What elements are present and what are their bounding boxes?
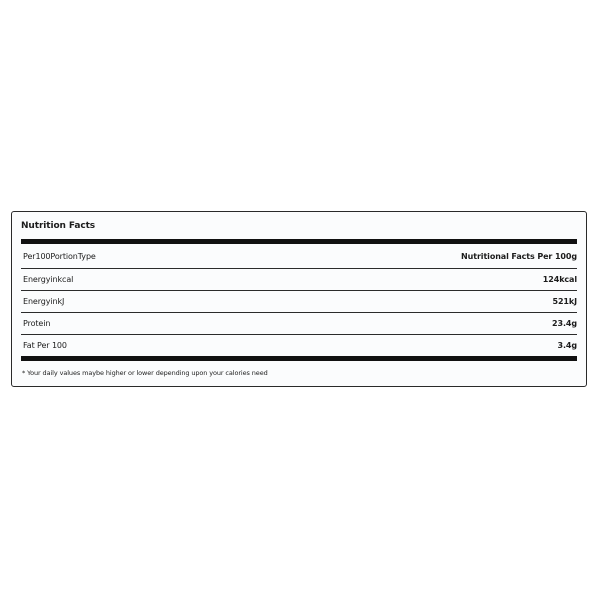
nutrient-value: 3.4g xyxy=(557,341,577,350)
nutrient-label: Energyinkcal xyxy=(23,275,74,284)
table-row xyxy=(21,334,577,356)
nutrient-value: 521kJ xyxy=(552,297,577,306)
nutrient-label: Fat Per 100 xyxy=(23,341,67,350)
table-header-row xyxy=(21,245,577,267)
table-row xyxy=(21,268,577,290)
header-label: Per100PortionType xyxy=(23,252,96,261)
header-value: Nutritional Facts Per 100g xyxy=(461,252,577,261)
nutrient-value: 23.4g xyxy=(552,319,577,328)
nutrient-label: EnergyinkJ xyxy=(23,297,65,306)
top-thick-rule xyxy=(21,239,577,244)
nutrition-facts-title: Nutrition Facts xyxy=(21,221,96,231)
nutrition-facts-panel xyxy=(11,211,587,387)
table-row xyxy=(21,290,577,312)
bottom-thick-rule xyxy=(21,356,577,361)
nutrient-label: Protein xyxy=(23,319,51,328)
footnote: * Your daily values maybe higher or lower depending upon your calories need xyxy=(22,369,268,377)
table-row xyxy=(21,312,577,334)
nutrient-value: 124kcal xyxy=(542,275,577,284)
